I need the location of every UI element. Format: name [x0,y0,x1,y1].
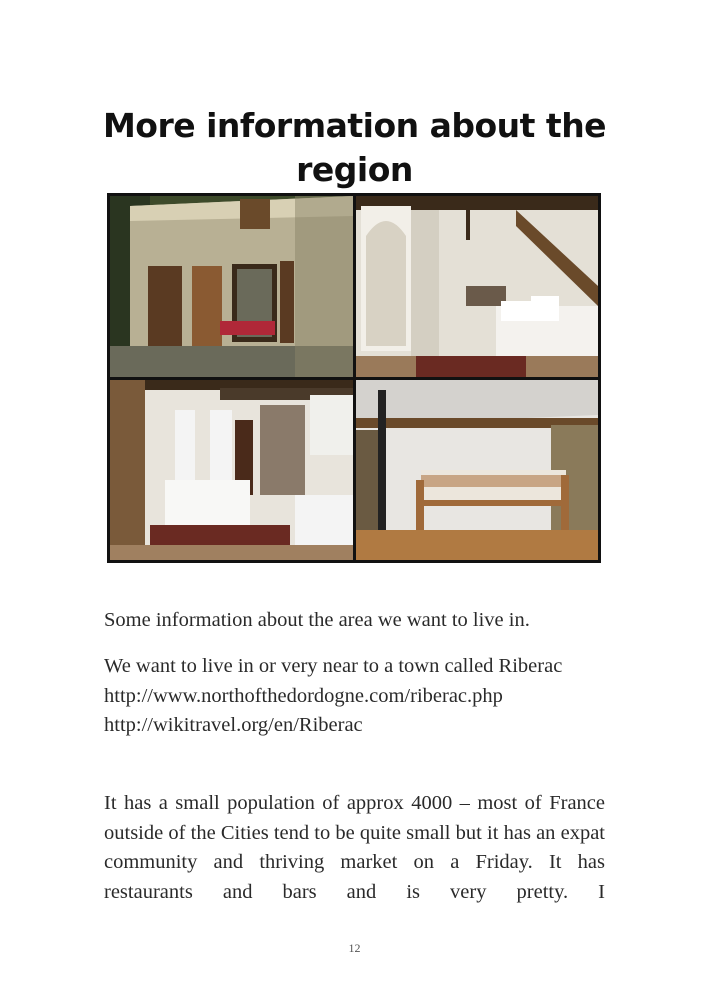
photo-collage [107,193,601,563]
town-paragraph [104,652,605,741]
living-room-photo [356,196,598,377]
kitchen-photo [110,380,353,560]
page-title: More information about the region [102,106,607,190]
page-number: 12 [348,941,361,955]
population-paragraph: It has a small population of approx 4000 – most of France outside of the Cities tend to be quite small but it has an expat community and thriving market on a Friday. It has restaurants and bars and is very pretty. I [104,792,605,903]
riberac-link[interactable]: http://www.northofthedordogne.com/riberac.php [104,684,503,707]
bedroom-photo [356,380,598,560]
wikitravel-link[interactable]: http://wikitravel.org/en/Riberac [104,714,363,736]
intro-paragraph: Some information about the area we want to live in. [104,609,530,631]
town-text: We want to live in or very near to a town called Riberac [104,655,563,677]
cottage-exterior-photo [110,196,353,377]
